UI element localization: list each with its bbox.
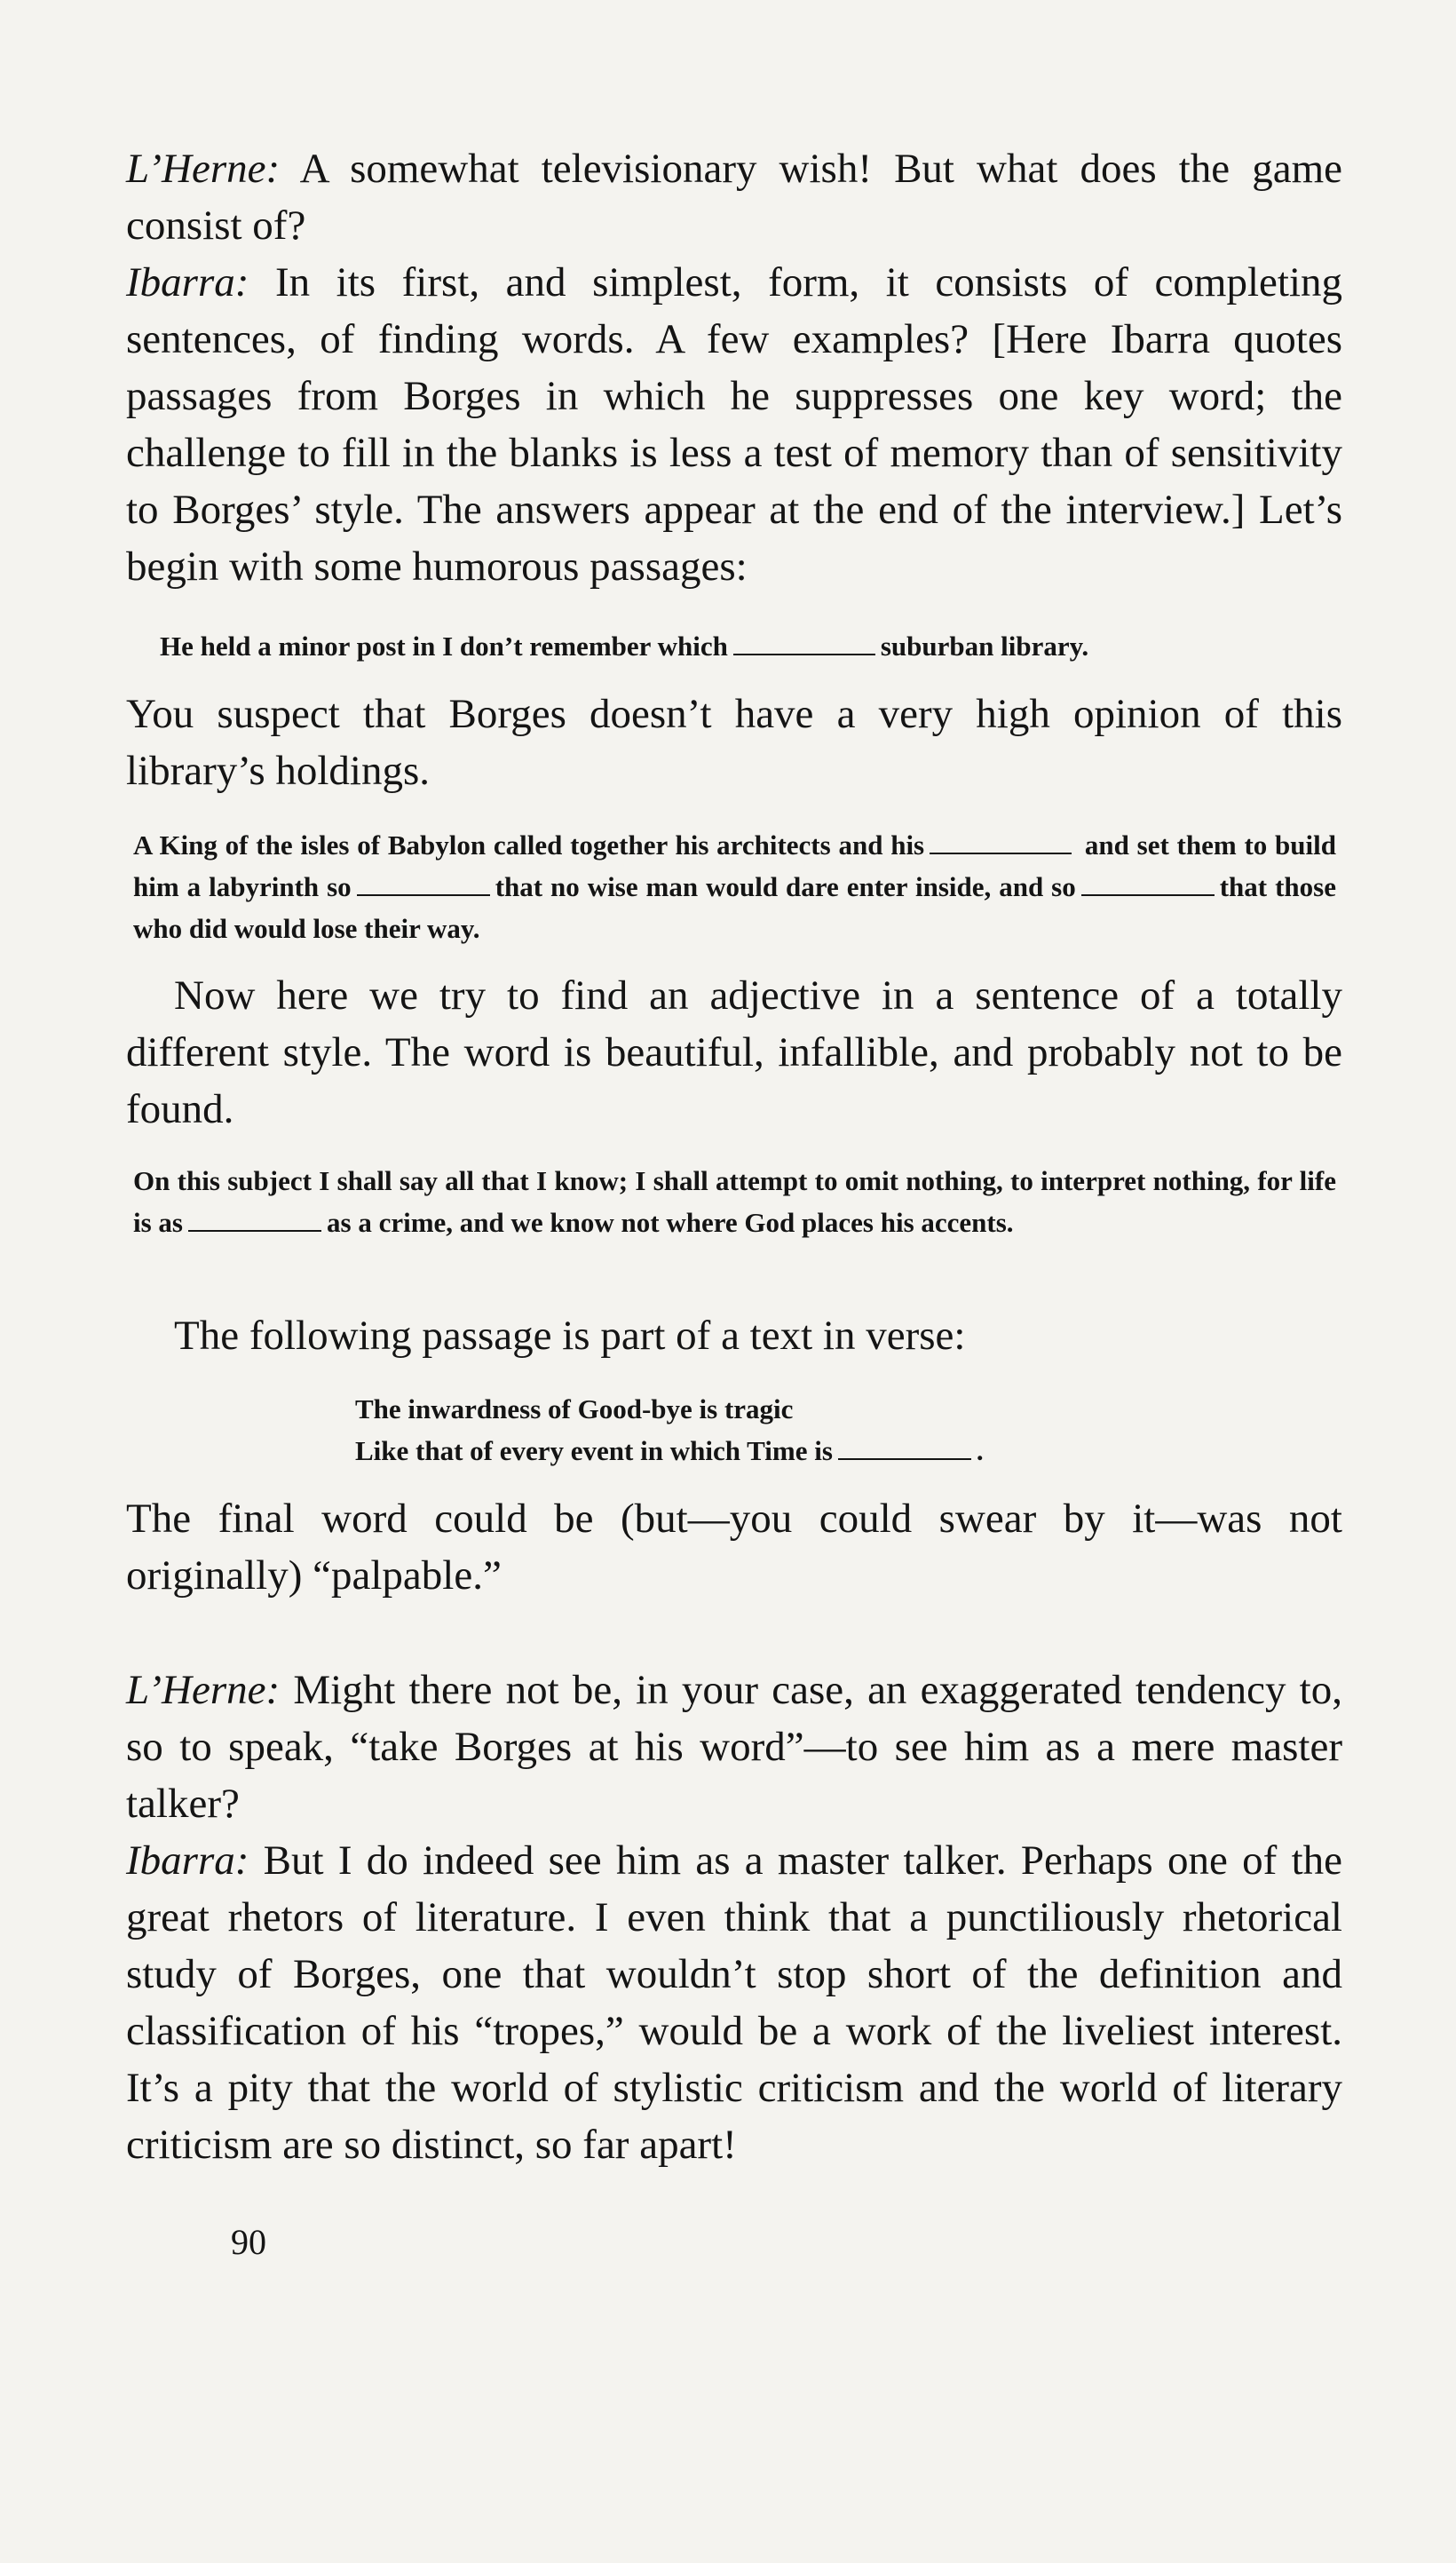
- paragraph-body: But I do indeed see him as a master talker. Perhaps one of the great rhetors of literature. I even think that a punctiliously rhetorical study of Borges, one that wouldn’t stop short of the definition and classification of his “tropes,” would be a work of the liveliest interest. It’s a pity that the world of stylistic criticism and the world of literary criticism are so distinct, so far apart!: [126, 1837, 1342, 2168]
- paragraph-text: [126, 254, 1342, 595]
- verse-passage: [355, 1388, 1243, 1472]
- quote-fragment: suburban library.: [880, 631, 1089, 662]
- quote-fragment: as a crime, and we know not where God places his accents.: [327, 1207, 1014, 1238]
- paragraph-ibarra-1: [126, 254, 1342, 595]
- blank-line: [930, 853, 1072, 854]
- paragraph-comment-2: [126, 967, 1342, 1138]
- blank-line: [838, 1458, 971, 1460]
- speaker-name: Ibarra:: [126, 259, 249, 305]
- quote-text: [133, 824, 1336, 949]
- paragraph-text: The following passage is part of a text in verse:: [174, 1313, 966, 1359]
- quote-fragment: and set them to build him a labyrinth so: [133, 829, 1336, 902]
- paragraph-comment-4: [126, 1490, 1342, 1604]
- paragraph-lherne-2: [126, 1662, 1342, 1832]
- blank-line: [357, 894, 490, 896]
- quote-passage-1: [160, 625, 1332, 667]
- speaker-name: L’Herne:: [126, 146, 281, 192]
- blank-line: [733, 654, 875, 655]
- quote-fragment: that no wise man would dare enter inside, and so: [495, 871, 1076, 902]
- paragraph-text: Now here we try to find an adjective in a sentence of a totally different style. The word is beautiful, infallible, and probably not to be found.: [126, 972, 1342, 1132]
- paragraph-comment-1: [126, 686, 1342, 799]
- quote-passage-3: [133, 1160, 1336, 1243]
- paragraph-text: The final word could be (but—you could swear by it—was not originally) “palpable.”: [126, 1496, 1342, 1599]
- verse-end: .: [976, 1435, 984, 1466]
- paragraph-body: In its first, and simplest, form, it consists of completing sentences, of finding words. A few examples? [Here Ibarra quotes passages from Borges in which he suppresses one key word; the challenge to fill in the blanks is less a test of memory than of sensitivity to Borges’ style. The answers appear at the end of the interview.] Let’s begin with some humorous passages:: [126, 259, 1342, 590]
- quote-text: [133, 1160, 1336, 1243]
- speaker-name: L’Herne:: [126, 1667, 281, 1713]
- paragraph-body: A somewhat televisionary wish! But what does the game consist of?: [126, 146, 1342, 249]
- quote-fragment: that those who did would lose their way.: [133, 871, 1336, 944]
- paragraph-comment-3: [126, 1307, 1342, 1364]
- blank-line: [1081, 894, 1215, 896]
- blank-line: [188, 1230, 321, 1232]
- quote-fragment: A King of the isles of Babylon called together his architects and his: [133, 829, 925, 861]
- paragraph-body: Might there not be, in your case, an exaggerated tendency to, so to speak, “take Borges at his word”—to see him as a mere master talker?: [126, 1667, 1342, 1827]
- speaker-name: Ibarra:: [126, 1837, 249, 1884]
- quote-passage-2: [133, 824, 1336, 949]
- paragraph-text: You suspect that Borges doesn’t have a very high opinion of this library’s holdings.: [126, 691, 1342, 794]
- paragraph-lherne-1: [126, 140, 1342, 254]
- paragraph-ibarra-2: [126, 1832, 1342, 2173]
- quote-text: [160, 625, 1332, 667]
- verse-line-1: The inwardness of Good-bye is tragic: [355, 1393, 794, 1424]
- paragraph-text: [126, 1832, 1342, 2173]
- paragraph-text: [126, 1662, 1342, 1832]
- quote-fragment: He held a minor post in I don’t remember which: [160, 631, 728, 662]
- verse-line-2: [355, 1430, 1243, 1472]
- verse-fragment: Like that of every event in which Time is: [355, 1435, 833, 1466]
- quote-fragment: On this subject I shall say all that I know; I shall attempt to omit nothing, to interpret nothing, for life is as: [133, 1165, 1336, 1238]
- page-number: 90: [231, 2222, 266, 2262]
- paragraph-text: [126, 140, 1342, 254]
